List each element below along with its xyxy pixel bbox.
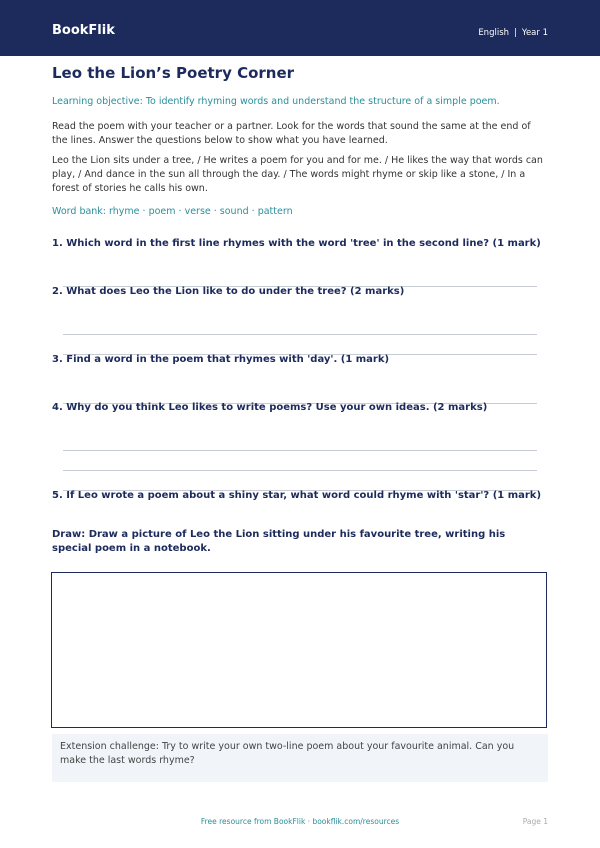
drawing-box[interactable]	[51, 572, 547, 728]
subject-label: English	[478, 28, 510, 38]
question-5: 5. If Leo wrote a poem about a shiny star, what word could rhyme with 'star'? (1 mark)	[52, 490, 542, 501]
answer-line-q4-2[interactable]	[63, 470, 537, 471]
footer-credit[interactable]: Free resource from BookFlik · bookflik.com/resources	[200, 817, 400, 826]
page-title: Leo the Lion’s Poetry Corner	[52, 64, 295, 82]
brand-logo-text[interactable]: BookFlik	[52, 23, 115, 38]
instructions: Read the poem with your teacher or a partner. Look for the words that sound the same at the end of the lines. Answer the questions below to show what you have learned.	[52, 121, 531, 146]
question-1: 1. Which word in the first line rhymes with the word 'tree' in the second line? (1 mark)	[52, 238, 541, 249]
subject-year	[478, 28, 548, 38]
answer-line-q2-1[interactable]	[63, 334, 537, 335]
learning-objective: Learning objective: To identify rhyming words and understand the structure of a simple poem.	[52, 96, 500, 107]
year-label: Year 1	[521, 28, 548, 38]
draw-prompt: Draw: Draw a picture of Leo the Lion sitting under his favourite tree, writing his special poem in a notebook.	[52, 529, 506, 554]
extension-challenge: Extension challenge: Try to write your own two-line poem about your favourite animal. Can you make the last words rhyme?	[52, 734, 548, 782]
poem-text: Leo the Lion sits under a tree, / He writes a poem for you and for me. / He likes the way that words can play, / And dance in the sun all through the day. / The words might rhyme or skip like a stone, / In a forest of stories he calls his own.	[52, 155, 543, 194]
header-bar	[0, 0, 600, 56]
word-bank: Word bank: rhyme · poem · verse · sound · pattern	[52, 206, 293, 217]
question-3: 3. Find a word in the poem that rhymes with 'day'. (1 mark)	[52, 354, 390, 365]
question-4: 4. Why do you think Leo likes to write poems? Use your own ideas. (2 marks)	[52, 402, 488, 413]
answer-line-q4-1[interactable]	[63, 450, 537, 451]
meta-separator: |	[514, 28, 517, 38]
page-number: Page 1	[522, 817, 548, 826]
question-2: 2. What does Leo the Lion like to do under the tree? (2 marks)	[52, 286, 405, 297]
